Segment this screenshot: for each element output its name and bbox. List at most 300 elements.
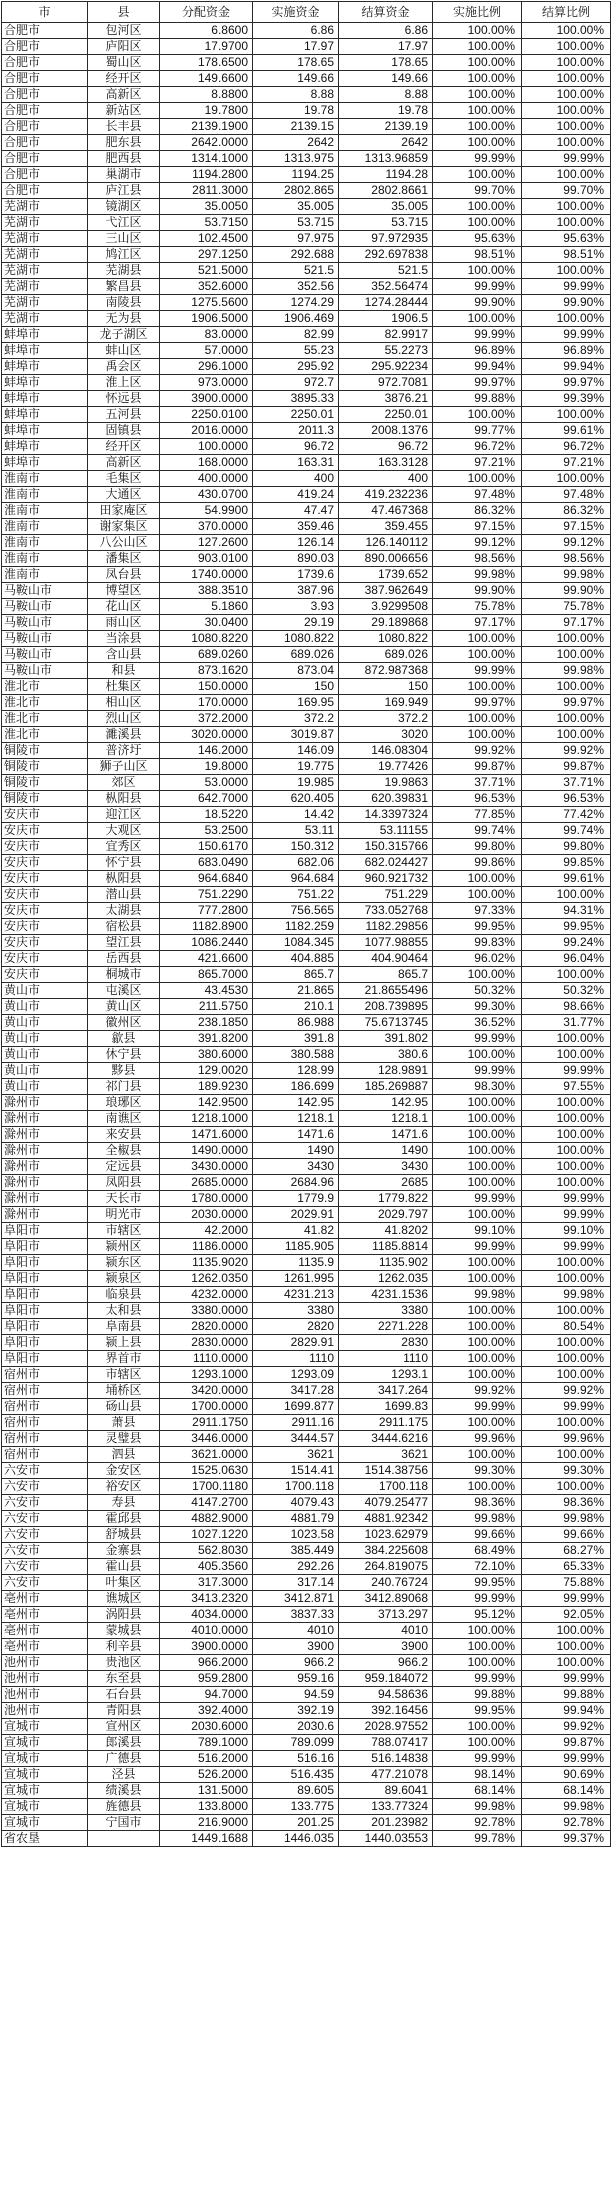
table-row: [2, 871, 611, 887]
cell-allocated: 211.5750: [160, 999, 253, 1015]
cell-city: 芜湖市: [2, 279, 88, 295]
header-allocated: 分配资金: [160, 2, 253, 23]
cell-settled: 3.9299508: [339, 599, 433, 615]
cell-implemented: 865.7: [253, 967, 339, 983]
cell-impl-ratio: 99.77%: [433, 423, 522, 439]
cell-allocated: 642.7000: [160, 791, 253, 807]
cell-allocated: 873.1620: [160, 663, 253, 679]
table-row: [2, 1287, 611, 1303]
cell-city: 淮南市: [2, 519, 88, 535]
cell-settle-ratio: 99.88%: [522, 1687, 611, 1703]
cell-allocated: 2016.0000: [160, 423, 253, 439]
cell-city: 芜湖市: [2, 215, 88, 231]
cell-allocated: 973.0000: [160, 375, 253, 391]
table-row: [2, 231, 611, 247]
cell-implemented: 959.16: [253, 1671, 339, 1687]
cell-impl-ratio: 99.99%: [433, 327, 522, 343]
cell-implemented: 82.99: [253, 327, 339, 343]
table-row: [2, 1799, 611, 1815]
cell-county: 三山区: [88, 231, 160, 247]
table-row: [2, 823, 611, 839]
cell-settled: 21.8655496: [339, 983, 433, 999]
cell-implemented: 352.56: [253, 279, 339, 295]
cell-allocated: 170.0000: [160, 695, 253, 711]
cell-settled: 2830: [339, 1335, 433, 1351]
cell-impl-ratio: 99.12%: [433, 535, 522, 551]
cell-allocated: 297.1250: [160, 247, 253, 263]
cell-implemented: 3430: [253, 1159, 339, 1175]
cell-city: 安庆市: [2, 919, 88, 935]
cell-county: 歙县: [88, 1031, 160, 1047]
cell-settle-ratio: 99.61%: [522, 423, 611, 439]
cell-settle-ratio: 99.87%: [522, 1735, 611, 1751]
cell-implemented: 359.46: [253, 519, 339, 535]
cell-city: 合肥市: [2, 39, 88, 55]
cell-implemented: 19.775: [253, 759, 339, 775]
table-row: [2, 951, 611, 967]
cell-settle-ratio: 100.00%: [522, 119, 611, 135]
cell-impl-ratio: 99.78%: [433, 1831, 522, 1847]
cell-allocated: 3380.0000: [160, 1303, 253, 1319]
cell-settle-ratio: 100.00%: [522, 1367, 611, 1383]
cell-allocated: 1194.2800: [160, 167, 253, 183]
cell-settle-ratio: 99.30%: [522, 1463, 611, 1479]
cell-impl-ratio: 99.97%: [433, 375, 522, 391]
cell-settled: 1110: [339, 1351, 433, 1367]
cell-allocated: 1110.0000: [160, 1351, 253, 1367]
cell-settle-ratio: 99.98%: [522, 663, 611, 679]
cell-county: 繁昌县: [88, 279, 160, 295]
cell-allocated: 421.6600: [160, 951, 253, 967]
table-row: [2, 1127, 611, 1143]
cell-settle-ratio: 68.27%: [522, 1543, 611, 1559]
cell-settle-ratio: 100.00%: [522, 1159, 611, 1175]
cell-settle-ratio: 100.00%: [522, 679, 611, 695]
cell-settle-ratio: 99.92%: [522, 743, 611, 759]
cell-impl-ratio: 99.92%: [433, 743, 522, 759]
cell-impl-ratio: 98.36%: [433, 1495, 522, 1511]
cell-settle-ratio: 100.00%: [522, 967, 611, 983]
table-row: [2, 39, 611, 55]
cell-allocated: 178.6500: [160, 55, 253, 71]
cell-city: 合肥市: [2, 87, 88, 103]
table-row: [2, 631, 611, 647]
table-row: [2, 375, 611, 391]
cell-implemented: 1135.9: [253, 1255, 339, 1271]
cell-settled: 150: [339, 679, 433, 695]
cell-city: 阜阳市: [2, 1335, 88, 1351]
cell-implemented: 972.7: [253, 375, 339, 391]
cell-settled: 75.6713745: [339, 1015, 433, 1031]
cell-settle-ratio: 100.00%: [522, 311, 611, 327]
cell-county: 凤台县: [88, 567, 160, 583]
table-row: [2, 1143, 611, 1159]
cell-city: 蚌埠市: [2, 343, 88, 359]
cell-allocated: 8.8800: [160, 87, 253, 103]
cell-settle-ratio: 99.12%: [522, 535, 611, 551]
cell-settled: 3900: [339, 1639, 433, 1655]
cell-city: 池州市: [2, 1655, 88, 1671]
cell-county: 琅琊区: [88, 1095, 160, 1111]
cell-allocated: 959.2800: [160, 1671, 253, 1687]
cell-impl-ratio: 100.00%: [433, 103, 522, 119]
cell-settled: 959.184072: [339, 1671, 433, 1687]
cell-settled: 3621: [339, 1447, 433, 1463]
cell-city: 宿州市: [2, 1383, 88, 1399]
cell-settle-ratio: 100.00%: [522, 1111, 611, 1127]
cell-settled: 4010: [339, 1623, 433, 1639]
table-row: [2, 1271, 611, 1287]
cell-county: 屯溪区: [88, 983, 160, 999]
cell-county: 和县: [88, 663, 160, 679]
cell-city: 安庆市: [2, 951, 88, 967]
cell-impl-ratio: 100.00%: [433, 647, 522, 663]
cell-implemented: 1313.975: [253, 151, 339, 167]
cell-impl-ratio: 99.97%: [433, 695, 522, 711]
cell-city: 合肥市: [2, 23, 88, 39]
cell-county: 毛集区: [88, 471, 160, 487]
cell-impl-ratio: 100.00%: [433, 679, 522, 695]
cell-settle-ratio: 100.00%: [522, 1335, 611, 1351]
cell-county: 霍邱县: [88, 1511, 160, 1527]
cell-settled: 391.802: [339, 1031, 433, 1047]
cell-settled: 380.6: [339, 1047, 433, 1063]
cell-settled: 4231.1536: [339, 1287, 433, 1303]
cell-county: 鸠江区: [88, 247, 160, 263]
cell-allocated: 3900.0000: [160, 1639, 253, 1655]
cell-city: 亳州市: [2, 1591, 88, 1607]
cell-allocated: 1740.0000: [160, 567, 253, 583]
cell-county: 大观区: [88, 823, 160, 839]
cell-impl-ratio: 98.56%: [433, 551, 522, 567]
cell-county: 弋江区: [88, 215, 160, 231]
cell-impl-ratio: 99.94%: [433, 359, 522, 375]
cell-city: 淮南市: [2, 487, 88, 503]
cell-impl-ratio: 99.98%: [433, 567, 522, 583]
cell-implemented: 1514.41: [253, 1463, 339, 1479]
cell-city: 马鞍山市: [2, 599, 88, 615]
cell-city: 滁州市: [2, 1143, 88, 1159]
cell-settled: 972.7081: [339, 375, 433, 391]
cell-settled: 3417.264: [339, 1383, 433, 1399]
cell-settle-ratio: 100.00%: [522, 135, 611, 151]
table-row: [2, 775, 611, 791]
cell-city: 阜阳市: [2, 1351, 88, 1367]
cell-city: 铜陵市: [2, 791, 88, 807]
cell-city: 芜湖市: [2, 247, 88, 263]
table-row: [2, 1623, 611, 1639]
cell-settle-ratio: 100.00%: [522, 55, 611, 71]
cell-settle-ratio: 99.99%: [522, 327, 611, 343]
cell-settled: 163.3128: [339, 455, 433, 471]
cell-city: 合肥市: [2, 135, 88, 151]
cell-settle-ratio: 98.56%: [522, 551, 611, 567]
table-row: [2, 743, 611, 759]
cell-settle-ratio: 99.61%: [522, 871, 611, 887]
cell-implemented: 516.435: [253, 1767, 339, 1783]
cell-allocated: 83.0000: [160, 327, 253, 343]
cell-county: 狮子山区: [88, 759, 160, 775]
cell-allocated: 392.4000: [160, 1703, 253, 1719]
cell-allocated: 57.0000: [160, 343, 253, 359]
cell-settled: 150.315766: [339, 839, 433, 855]
cell-allocated: 1471.6000: [160, 1127, 253, 1143]
cell-implemented: 3.93: [253, 599, 339, 615]
cell-settled: 19.9863: [339, 775, 433, 791]
cell-county: 郊区: [88, 775, 160, 791]
cell-city: 蚌埠市: [2, 423, 88, 439]
cell-city: 六安市: [2, 1463, 88, 1479]
cell-allocated: 17.9700: [160, 39, 253, 55]
table-row: [2, 807, 611, 823]
cell-county: 含山县: [88, 647, 160, 663]
cell-settled: 2802.8661: [339, 183, 433, 199]
cell-settle-ratio: 99.99%: [522, 1751, 611, 1767]
cell-county: 金安区: [88, 1463, 160, 1479]
cell-settled: 4881.92342: [339, 1511, 433, 1527]
cell-county: 潜山县: [88, 887, 160, 903]
cell-county: 谢家集区: [88, 519, 160, 535]
table-row: [2, 359, 611, 375]
cell-county: 绩溪县: [88, 1783, 160, 1799]
table-row: [2, 1383, 611, 1399]
cell-settle-ratio: 99.97%: [522, 375, 611, 391]
cell-settled: 1739.652: [339, 567, 433, 583]
cell-impl-ratio: 100.00%: [433, 887, 522, 903]
cell-settle-ratio: 100.00%: [522, 263, 611, 279]
cell-impl-ratio: 100.00%: [433, 1319, 522, 1335]
cell-allocated: 4147.2700: [160, 1495, 253, 1511]
cell-settled: 2028.97552: [339, 1719, 433, 1735]
cell-county: 明光市: [88, 1207, 160, 1223]
cell-city: 省农垦: [2, 1831, 88, 1847]
cell-implemented: 150.312: [253, 839, 339, 855]
cell-implemented: 2820: [253, 1319, 339, 1335]
cell-impl-ratio: 36.52%: [433, 1015, 522, 1031]
table-row: [2, 119, 611, 135]
table-row: [2, 327, 611, 343]
cell-impl-ratio: 100.00%: [433, 1719, 522, 1735]
table-row: [2, 1175, 611, 1191]
cell-implemented: 126.14: [253, 535, 339, 551]
cell-settled: 1023.62979: [339, 1527, 433, 1543]
cell-impl-ratio: 99.70%: [433, 183, 522, 199]
cell-settled: 35.005: [339, 199, 433, 215]
cell-impl-ratio: 99.98%: [433, 1799, 522, 1815]
cell-impl-ratio: 96.53%: [433, 791, 522, 807]
cell-impl-ratio: 72.10%: [433, 1559, 522, 1575]
cell-impl-ratio: 100.00%: [433, 263, 522, 279]
cell-allocated: 352.6000: [160, 279, 253, 295]
cell-settled: 292.697838: [339, 247, 433, 263]
cell-impl-ratio: 100.00%: [433, 1639, 522, 1655]
cell-allocated: 521.5000: [160, 263, 253, 279]
cell-impl-ratio: 96.89%: [433, 343, 522, 359]
table-row: [2, 1463, 611, 1479]
cell-county: 颍泉区: [88, 1271, 160, 1287]
cell-city: 蚌埠市: [2, 359, 88, 375]
cell-city: 安庆市: [2, 935, 88, 951]
cell-implemented: 2911.16: [253, 1415, 339, 1431]
cell-settle-ratio: 99.90%: [522, 583, 611, 599]
cell-impl-ratio: 100.00%: [433, 55, 522, 71]
cell-settle-ratio: 80.54%: [522, 1319, 611, 1335]
cell-settle-ratio: 100.00%: [522, 1447, 611, 1463]
cell-settle-ratio: 100.00%: [522, 1303, 611, 1319]
cell-settle-ratio: 100.00%: [522, 1127, 611, 1143]
cell-city: 六安市: [2, 1559, 88, 1575]
cell-settle-ratio: 100.00%: [522, 1655, 611, 1671]
cell-allocated: 1293.1000: [160, 1367, 253, 1383]
cell-settle-ratio: 99.37%: [522, 1831, 611, 1847]
cell-impl-ratio: 100.00%: [433, 1143, 522, 1159]
cell-impl-ratio: 100.00%: [433, 1127, 522, 1143]
header-city: 市: [2, 2, 88, 23]
cell-allocated: 405.3560: [160, 1559, 253, 1575]
cell-allocated: 94.7000: [160, 1687, 253, 1703]
cell-impl-ratio: 99.66%: [433, 1527, 522, 1543]
cell-allocated: 1080.8220: [160, 631, 253, 647]
cell-county: 淮上区: [88, 375, 160, 391]
cell-county: 颍上县: [88, 1335, 160, 1351]
cell-impl-ratio: 99.90%: [433, 295, 522, 311]
cell-impl-ratio: 99.74%: [433, 823, 522, 839]
cell-county: 八公山区: [88, 535, 160, 551]
cell-county: 南谯区: [88, 1111, 160, 1127]
cell-county: 凤阳县: [88, 1175, 160, 1191]
cell-settled: 872.987368: [339, 663, 433, 679]
cell-settle-ratio: 77.42%: [522, 807, 611, 823]
table-row: [2, 407, 611, 423]
cell-settle-ratio: 68.14%: [522, 1783, 611, 1799]
cell-county: 经开区: [88, 71, 160, 87]
cell-settled: 3380: [339, 1303, 433, 1319]
cell-city: 蚌埠市: [2, 375, 88, 391]
cell-city: 安庆市: [2, 887, 88, 903]
cell-city: 宿州市: [2, 1367, 88, 1383]
cell-allocated: 4882.9000: [160, 1511, 253, 1527]
cell-implemented: 2250.01: [253, 407, 339, 423]
cell-impl-ratio: 99.95%: [433, 1703, 522, 1719]
cell-impl-ratio: 99.99%: [433, 1191, 522, 1207]
cell-settle-ratio: 75.78%: [522, 599, 611, 615]
cell-county: 长丰县: [88, 119, 160, 135]
cell-settled: 960.921732: [339, 871, 433, 887]
cell-implemented: 201.25: [253, 1815, 339, 1831]
cell-impl-ratio: 99.10%: [433, 1223, 522, 1239]
cell-impl-ratio: 100.00%: [433, 167, 522, 183]
cell-settled: 295.92234: [339, 359, 433, 375]
cell-city: 安庆市: [2, 871, 88, 887]
cell-county: 新站区: [88, 103, 160, 119]
cell-settled: 751.229: [339, 887, 433, 903]
cell-settle-ratio: 100.00%: [522, 1271, 611, 1287]
table-row: [2, 1207, 611, 1223]
cell-allocated: 391.8200: [160, 1031, 253, 1047]
cell-allocated: 2642.0000: [160, 135, 253, 151]
cell-implemented: 3412.871: [253, 1591, 339, 1607]
cell-allocated: 1780.0000: [160, 1191, 253, 1207]
cell-city: 滁州市: [2, 1191, 88, 1207]
cell-settled: 149.66: [339, 71, 433, 87]
cell-county: 市辖区: [88, 1367, 160, 1383]
cell-impl-ratio: 100.00%: [433, 1335, 522, 1351]
cell-city: 黄山市: [2, 999, 88, 1015]
cell-county: 枞阳县: [88, 871, 160, 887]
cell-settle-ratio: 99.90%: [522, 295, 611, 311]
table-row: [2, 599, 611, 615]
cell-impl-ratio: 99.96%: [433, 1431, 522, 1447]
table-row: [2, 567, 611, 583]
table-row: [2, 727, 611, 743]
cell-city: 六安市: [2, 1527, 88, 1543]
cell-implemented: 2684.96: [253, 1175, 339, 1191]
cell-county: 徽州区: [88, 1015, 160, 1031]
cell-impl-ratio: 99.90%: [433, 583, 522, 599]
cell-city: 淮北市: [2, 695, 88, 711]
table-row: [2, 695, 611, 711]
cell-settled: 142.95: [339, 1095, 433, 1111]
cell-city: 亳州市: [2, 1623, 88, 1639]
cell-city: 淮南市: [2, 551, 88, 567]
cell-allocated: 2811.3000: [160, 183, 253, 199]
cell-settle-ratio: 97.15%: [522, 519, 611, 535]
cell-allocated: 1182.8900: [160, 919, 253, 935]
cell-city: 淮北市: [2, 679, 88, 695]
table-row: [2, 183, 611, 199]
cell-county: 迎江区: [88, 807, 160, 823]
cell-implemented: 89.605: [253, 1783, 339, 1799]
cell-implemented: 35.005: [253, 199, 339, 215]
cell-county: 霍山县: [88, 1559, 160, 1575]
cell-impl-ratio: 99.88%: [433, 1687, 522, 1703]
cell-county: 望江县: [88, 935, 160, 951]
cell-settled: 97.972935: [339, 231, 433, 247]
cell-county: 谯城区: [88, 1591, 160, 1607]
cell-allocated: 3621.0000: [160, 1447, 253, 1463]
cell-implemented: 41.82: [253, 1223, 339, 1239]
cell-settle-ratio: 99.85%: [522, 855, 611, 871]
table-row: [2, 55, 611, 71]
cell-implemented: 3019.87: [253, 727, 339, 743]
cell-implemented: 1084.345: [253, 935, 339, 951]
cell-settled: 1700.118: [339, 1479, 433, 1495]
table-row: [2, 1159, 611, 1175]
cell-implemented: 392.19: [253, 1703, 339, 1719]
cell-city: 淮北市: [2, 727, 88, 743]
cell-settled: 1471.6: [339, 1127, 433, 1143]
cell-allocated: 1186.0000: [160, 1239, 253, 1255]
cell-impl-ratio: 99.86%: [433, 855, 522, 871]
cell-city: 阜阳市: [2, 1239, 88, 1255]
cell-settle-ratio: 100.00%: [522, 407, 611, 423]
cell-settle-ratio: 31.77%: [522, 1015, 611, 1031]
cell-implemented: 1779.9: [253, 1191, 339, 1207]
cell-county: 灵璧县: [88, 1431, 160, 1447]
cell-allocated: 1275.5600: [160, 295, 253, 311]
cell-impl-ratio: 100.00%: [433, 1479, 522, 1495]
cell-impl-ratio: 99.99%: [433, 1031, 522, 1047]
cell-county: 全椒县: [88, 1143, 160, 1159]
cell-settled: 169.949: [339, 695, 433, 711]
cell-city: 黄山市: [2, 1047, 88, 1063]
cell-implemented: 2829.91: [253, 1335, 339, 1351]
cell-settled: 620.39831: [339, 791, 433, 807]
cell-implemented: 873.04: [253, 663, 339, 679]
cell-allocated: 53.0000: [160, 775, 253, 791]
cell-settle-ratio: 99.24%: [522, 935, 611, 951]
cell-settle-ratio: 94.31%: [522, 903, 611, 919]
